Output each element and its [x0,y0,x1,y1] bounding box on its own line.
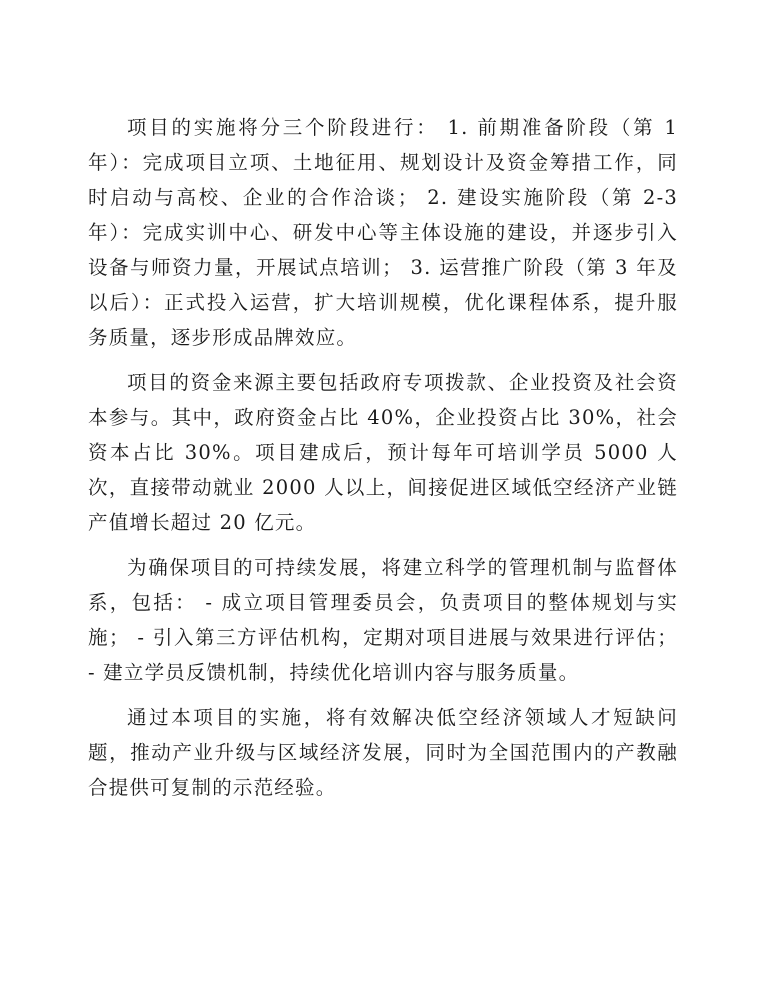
paragraph-funding-sources: 项目的资金来源主要包括政府专项拨款、企业投资及社会资本参与。其中，政府资金占比 40%，企业投资占比 30%，社会资本占比 30%。项目建成后，预计每年可培训学员 5000 人次，直接带动就业 2000 人以上，间接促进区域低空经济产业链产值增长超过 20 亿元。 [88,371,678,534]
paragraph-management-mechanism: 为确保项目的可持续发展，将建立科学的管理机制与监督体系，包括： - 成立项目管理委员会，负责项目的整体规划与实施； - 引入第三方评估机构，定期对项目进展与效果进行评估； - 建立学员反馈机制，持续优化培训内容与服务质量。 [88,556,678,684]
paragraph-implementation-phases: 项目的实施将分三个阶段进行： 1. 前期准备阶段（第 1 年）：完成项目立项、土地征用、规划设计及资金筹措工作，同时启动与高校、企业的合作洽谈； 2. 建设实施阶段（第 2-3 年）：完成实训中心、研发中心等主体设施的建设，并逐步引入设备与师资力量，开展试点培训； 3. 运营推广阶段（第 3 年及以后）：正式投入运营，扩大培训规模，优化课程体系，提升服务质量，逐步形成品牌效应。 [88,116,678,349]
paragraph-conclusion: 通过本项目的实施，将有效解决低空经济领域人才短缺问题，推动产业升级与区域经济发展，同时为全国范围内的产教融合提供可复制的示范经验。 [88,706,678,799]
document-body [88,110,678,815]
